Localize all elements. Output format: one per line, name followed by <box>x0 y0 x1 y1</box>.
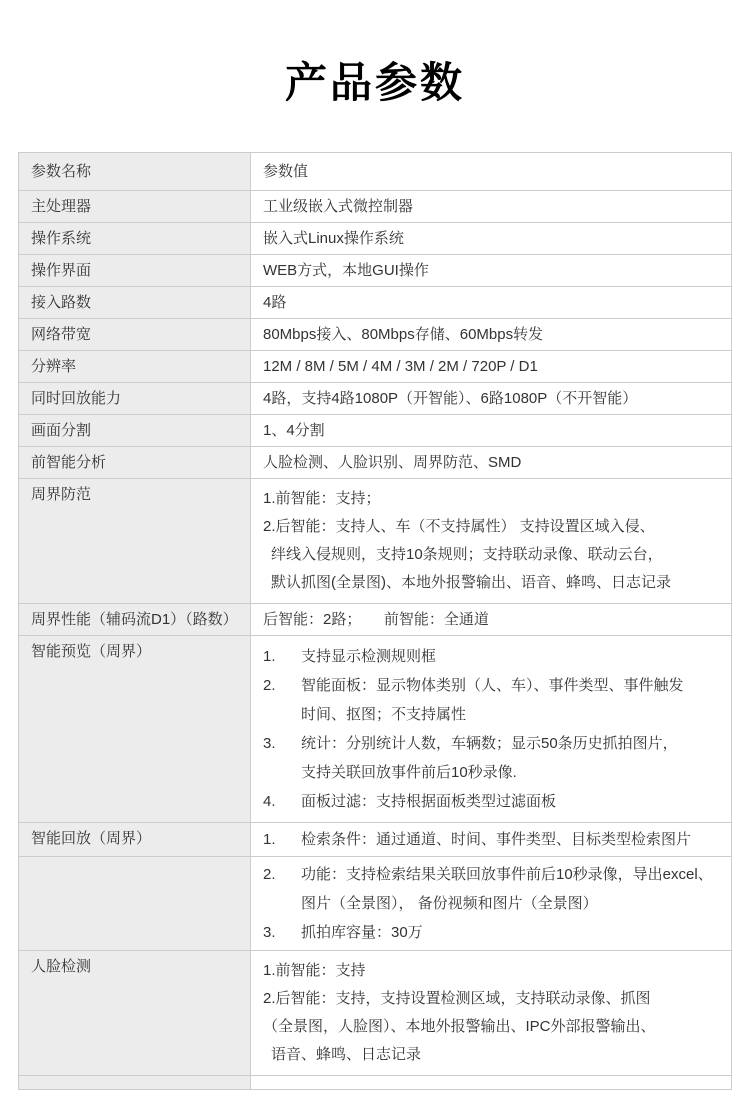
table-row <box>19 255 732 287</box>
table-row <box>19 223 732 255</box>
param-value-cell: 4路 <box>251 287 732 319</box>
param-name-cell: 智能预览（周界） <box>19 636 251 823</box>
table-row <box>19 604 732 636</box>
table-row <box>19 636 732 823</box>
list-number: 3. <box>263 924 276 941</box>
param-name-cell: 接入路数 <box>19 287 251 319</box>
list-number: 1. <box>263 831 276 848</box>
param-name-cell: 前智能分析 <box>19 447 251 479</box>
list-number: 1. <box>263 648 276 665</box>
param-name-cell: 画面分割 <box>19 415 251 447</box>
table-row <box>19 415 732 447</box>
param-value-cell: 1、4分割 <box>251 415 732 447</box>
list-text: 统计：分别统计人数，车辆数；显示50条历史抓拍图片， <box>301 735 678 752</box>
table-row <box>19 479 732 604</box>
list-number: 2. <box>263 866 276 883</box>
table-row <box>19 191 732 223</box>
list-number <box>263 700 301 729</box>
table-row <box>19 319 732 351</box>
param-value-cell: 嵌入式Linux操作系统 <box>251 223 732 255</box>
param-name-cell: 周界防范 <box>19 479 251 604</box>
param-name-cell <box>19 857 251 951</box>
value-line <box>263 700 721 729</box>
param-value-cell: 工业级嵌入式微控制器 <box>251 191 732 223</box>
value-line: 绊线入侵规则，支持10条规则；支持联动录像、联动云台， <box>271 546 663 563</box>
list-text: 抓拍库容量：30万 <box>301 924 423 941</box>
list-number: 4. <box>263 793 276 810</box>
param-name-cell: 操作系统 <box>19 223 251 255</box>
param-value-cell: WEB方式，本地GUI操作 <box>251 255 732 287</box>
table-row <box>19 287 732 319</box>
spec-table <box>18 152 732 1090</box>
value-line: 2.后智能：支持，支持设置检测区域，支持联动录像、抓图 <box>263 990 651 1007</box>
list-text: 面板过滤：支持根据面板类型过滤面板 <box>301 793 557 810</box>
list-number: 3. <box>263 735 276 752</box>
param-name-cell: 智能回放（周界） <box>19 823 251 857</box>
param-value-cell <box>251 951 732 1076</box>
table-row <box>19 383 732 415</box>
param-name-cell: 分辨率 <box>19 351 251 383</box>
list-number <box>263 889 301 918</box>
table-row <box>19 951 732 1076</box>
value-line <box>263 860 721 889</box>
list-number <box>263 758 301 787</box>
param-name-cell: 周界性能（辅码流D1）（路数） <box>19 604 251 636</box>
list-text: 支持显示检测规则框 <box>301 648 437 665</box>
value-line: 1.前智能：支持 <box>263 962 366 979</box>
value-line: 语音、蜂鸣、日志记录 <box>271 1046 422 1063</box>
table-row <box>19 153 732 191</box>
param-value-cell <box>251 857 732 951</box>
list-text: 图片（全景图）， 备份视频和图片（全景图） <box>301 895 598 912</box>
param-name-cell: 操作界面 <box>19 255 251 287</box>
value-line <box>263 729 721 758</box>
list-number: 2. <box>263 677 276 694</box>
value-line <box>263 889 721 918</box>
list-text: 功能：支持检索结果关联回放事件前后10秒录像，导出excel、 <box>301 866 713 883</box>
param-name-cell: 网络带宽 <box>19 319 251 351</box>
page <box>0 50 750 1090</box>
value-line <box>263 829 721 850</box>
param-name-cell: 人脸检测 <box>19 951 251 1076</box>
list-text: 支持关联回放事件前后10秒录像. <box>301 764 517 781</box>
list-text: 智能面板：显示物体类别（人、车）、事件类型、事件触发 <box>301 677 684 694</box>
table-row <box>19 447 732 479</box>
param-name-cell <box>19 1076 251 1090</box>
table-row <box>19 857 732 951</box>
value-line <box>263 642 721 671</box>
param-name-cell: 主处理器 <box>19 191 251 223</box>
param-value-cell <box>251 1076 732 1090</box>
param-name-cell: 同时回放能力 <box>19 383 251 415</box>
value-line: 1.前智能：支持； <box>263 490 381 507</box>
param-value-cell: 4路，支持4路1080P（开智能）、6路1080P（不开智能） <box>251 383 732 415</box>
param-value-cell: 12M / 8M / 5M / 4M / 3M / 2M / 720P / D1 <box>251 351 732 383</box>
param-value-cell: 参数值 <box>251 153 732 191</box>
table-row <box>19 823 732 857</box>
list-text: 检索条件：通过通道、时间、事件类型、目标类型检索图片 <box>301 831 692 848</box>
param-name-cell: 参数名称 <box>19 153 251 191</box>
table-row <box>19 1076 732 1090</box>
list-text: 时间、抠图；不支持属性 <box>301 706 467 723</box>
value-line <box>263 918 721 947</box>
value-line: 2.后智能：支持人、车（不支持属性） 支持设置区域入侵、 <box>263 518 655 535</box>
value-line: 默认抓图(全景图)、本地外报警输出、语音、蜂鸣、日志记录 <box>271 574 671 591</box>
table-row <box>19 351 732 383</box>
param-value-cell: 80Mbps接入、80Mbps存储、60Mbps转发 <box>251 319 732 351</box>
param-value-cell <box>251 636 732 823</box>
value-line <box>263 787 721 816</box>
value-line: （全景图，人脸图）、本地外报警输出、IPC外部报警输出、 <box>263 1018 656 1035</box>
page-title: 产品参数 <box>284 59 465 106</box>
param-value-cell: 后智能：2路； 前智能：全通道 <box>251 604 732 636</box>
value-line <box>263 671 721 700</box>
param-value-cell <box>251 479 732 604</box>
value-line <box>263 758 721 787</box>
param-value-cell: 人脸检测、人脸识别、周界防范、SMD <box>251 447 732 479</box>
param-value-cell <box>251 823 732 857</box>
